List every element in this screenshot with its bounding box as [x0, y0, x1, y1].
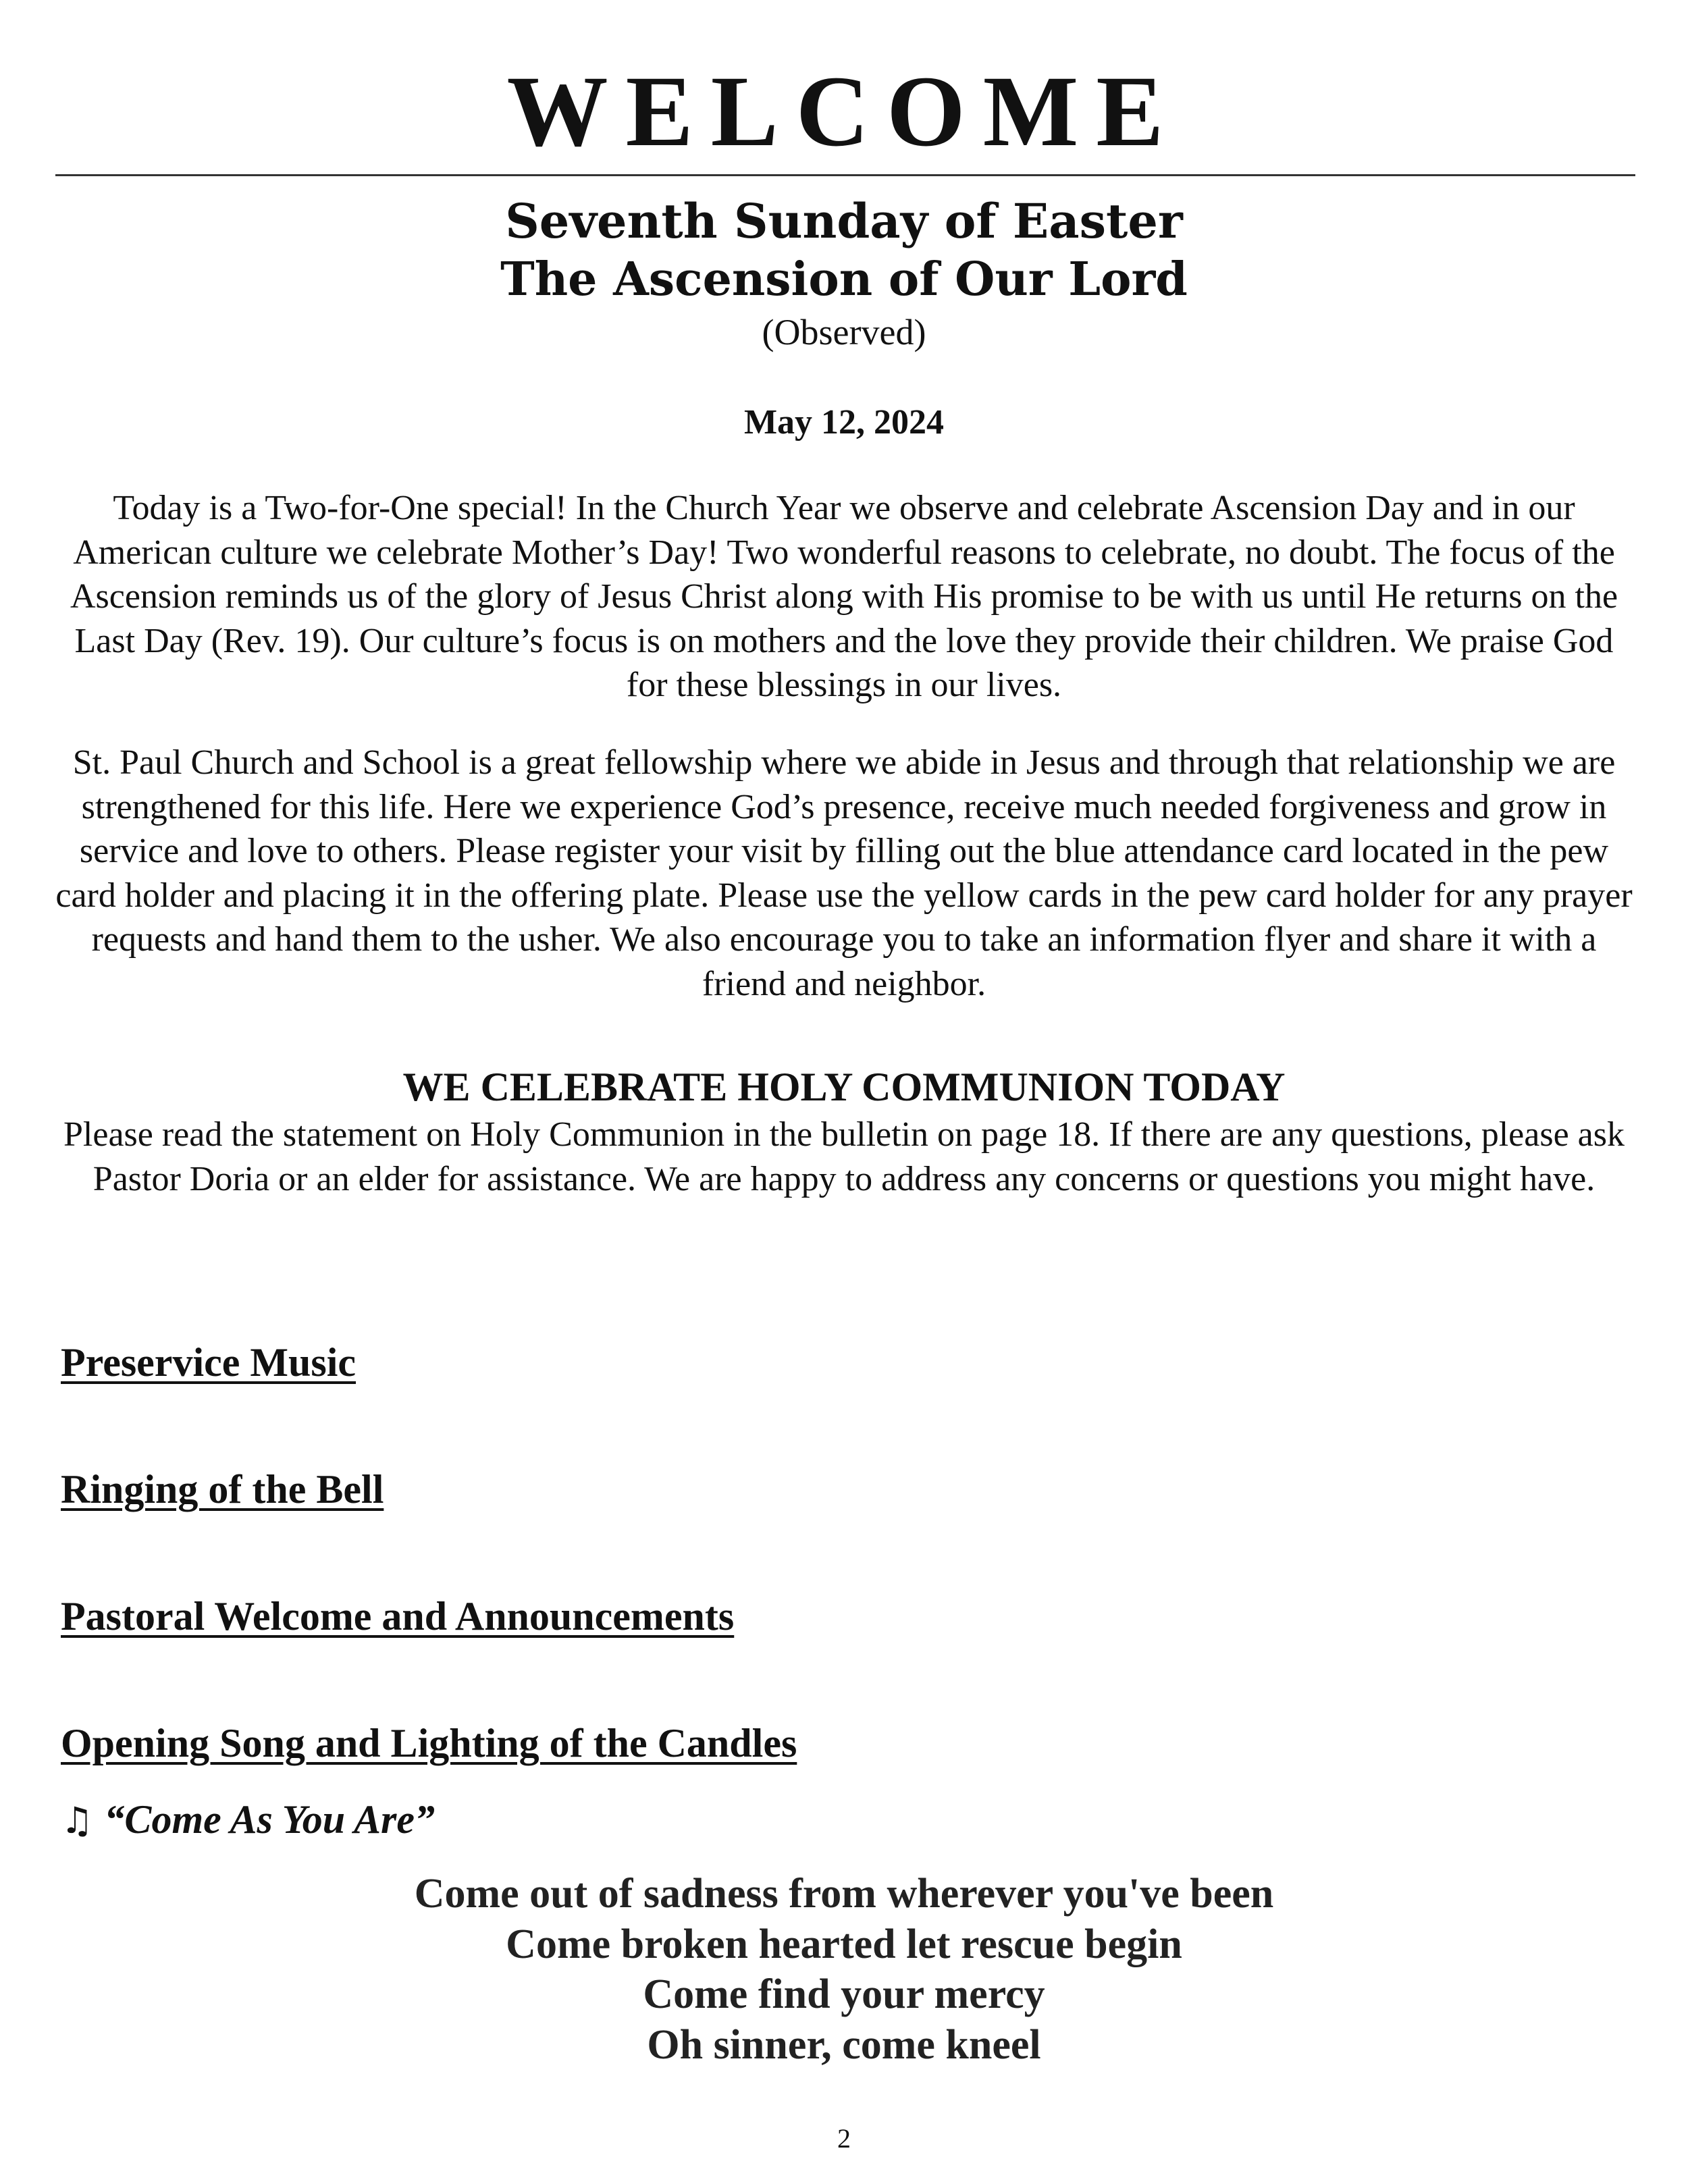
- opening-song-heading: Opening Song and Lighting of the Candles: [61, 1721, 797, 1765]
- lyric-line: Oh sinner, come kneel: [647, 2021, 1041, 2068]
- lyric-line: Come out of sadness from wherever you've been: [414, 1871, 1274, 1917]
- service-date: May 12, 2024: [743, 403, 945, 442]
- lyric-line: Come find your mercy: [643, 1971, 1045, 2017]
- preservice-music-heading: Preservice Music: [61, 1340, 357, 1385]
- intro-paragraph: Today is a Two-for-One special! In the Church Year we observe and celebrate Ascension Day and in our American culture we celebrate Mother’s Day! Two wonderful reasons to celebrate, no doubt. The focus of the Ascension reminds us of the glory of Jesus Christ along with His promise to be with us until He returns on the Last Day (Rev. 19). Our culture’s focus is on mothers and the love they provide their children. We praise God for these blessings in our lives.: [70, 489, 1618, 704]
- service-title: Seventh Sunday of Easter: [505, 193, 1183, 249]
- header-divider: [55, 174, 1635, 176]
- lyric-line: Come broken hearted let rescue begin: [506, 1921, 1182, 1967]
- service-subtitle: The Ascension of Our Lord: [500, 252, 1188, 307]
- pastoral-welcome-heading: Pastoral Welcome and Announcements: [61, 1594, 735, 1639]
- song-title: “Come As You Are”: [104, 1797, 435, 1842]
- music-note-icon: ♫: [61, 1799, 94, 1842]
- ringing-bell-heading: Ringing of the Bell: [61, 1467, 384, 1512]
- song-title-line: [61, 1799, 435, 1840]
- communion-paragraph: Please read the statement on Holy Communion in the bulletin on page 18. If there are any questions, please ask Pastor Doria or an elder for assistance. We are happy to address any concerns or questions you might have.: [63, 1115, 1625, 1198]
- communion-heading: WE CELEBRATE HOLY COMMUNION TODAY: [402, 1065, 1286, 1109]
- page-title: WELCOME: [506, 55, 1182, 167]
- page-number: 2: [837, 2123, 851, 2154]
- song-lyrics: [0, 1869, 1688, 2070]
- fellowship-paragraph: St. Paul Church and School is a great fellowship where we abide in Jesus and through that relationship we are strengthened for this life. Here we experience God’s presence, receive much needed forgiveness and grow in service and love to others. Please register your visit by filling out the blue attendance card located in the pew card holder and placing it in the offering plate. Please use the yellow cards in the pew card holder for any prayer requests and hand them to the usher. We also encourage you to take an information flyer and share it with a friend and neighbor.: [55, 743, 1633, 1003]
- observed-note: (Observed): [762, 312, 926, 352]
